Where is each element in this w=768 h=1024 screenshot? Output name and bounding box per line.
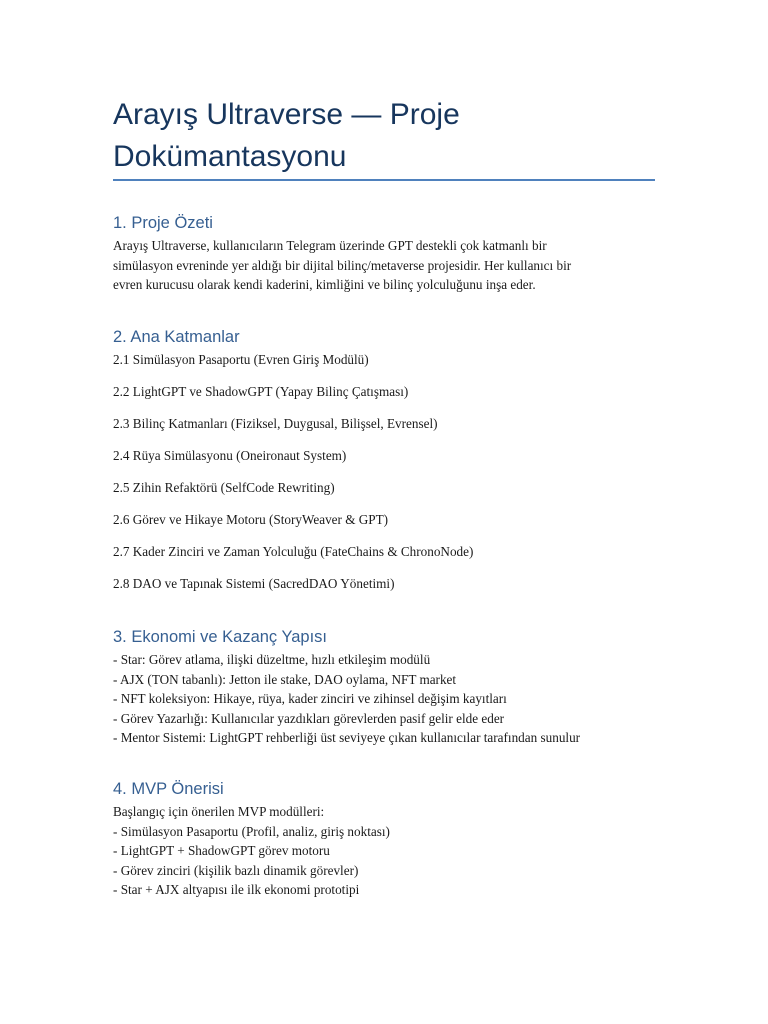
section-heading-ana-katmanlar: 2. Ana Katmanlar — [113, 328, 240, 346]
section-heading-ekonomi: 3. Ekonomi ve Kazanç Yapısı — [113, 628, 328, 646]
document-title: Arayış Ultraverse — Proje Dokümantasyonu — [113, 98, 460, 173]
paragraph-line: Arayış Ultraverse, kullanıcıların Telegram üzerinde GPT destekli çok katmanlı bir — [113, 238, 547, 253]
layer-item: 2.3 Bilinç Katmanları (Fiziksel, Duygusal, Bilişsel, Evrensel) — [113, 416, 438, 431]
list-item: - Star: Görev atlama, ilişki düzeltme, hızlı etkileşim modülü — [113, 652, 431, 667]
proje-ozeti-paragraph — [113, 236, 571, 295]
list-item: - LightGPT + ShadowGPT görev motoru — [113, 843, 330, 858]
layer-item: 2.7 Kader Zinciri ve Zaman Yolculuğu (FateChains & ChronoNode) — [113, 544, 474, 559]
mvp-list — [113, 802, 390, 900]
section-heading-mvp: 4. MVP Önerisi — [113, 780, 224, 798]
list-item: Başlangıç için önerilen MVP modülleri: — [113, 804, 325, 819]
layer-item: 2.1 Simülasyon Pasaportu (Evren Giriş Modülü) — [113, 352, 369, 367]
layer-item: 2.5 Zihin Refaktörü (SelfCode Rewriting) — [113, 480, 335, 495]
list-item: - Görev zinciri (kişilik bazlı dinamik görevler) — [113, 862, 359, 878]
paragraph-line: simülasyon evreninde yer aldığı bir dijital bilinç/metaverse projesidir. Her kullanıcı bir — [113, 257, 572, 273]
layer-item: 2.4 Rüya Simülasyonu (Oneironaut System) — [113, 448, 347, 463]
layer-item: 2.8 DAO ve Tapınak Sistemi (SacredDAO Yönetimi) — [113, 576, 395, 591]
list-item: - NFT koleksiyon: Hikaye, rüya, kader zinciri ve zihinsel değişim kayıtları — [113, 691, 507, 706]
list-item: - Mentor Sistemi: LightGPT rehberliği üst seviyeye çıkan kullanıcılar tarafından sunulur — [113, 730, 581, 745]
section-heading-proje-ozeti: 1. Proje Özeti — [113, 214, 213, 232]
list-item: - Görev Yazarlığı: Kullanıcılar yazdıkları görevlerden pasif gelir elde eder — [113, 710, 505, 726]
layer-item: 2.6 Görev ve Hikaye Motoru (StoryWeaver & GPT) — [113, 512, 389, 527]
title-underline — [113, 179, 655, 181]
ekonomi-list — [113, 650, 580, 748]
layer-item: 2.2 LightGPT ve ShadowGPT (Yapay Bilinç Çatışması) — [113, 384, 409, 399]
list-item: - AJX (TON tabanlı): Jetton ile stake, DAO oylama, NFT market — [113, 671, 457, 687]
list-item: - Simülasyon Pasaportu (Profil, analiz, giriş noktası) — [113, 823, 390, 839]
list-item: - Star + AJX altyapısı ile ilk ekonomi prototipi — [113, 882, 360, 897]
paragraph-line: evren kurucusu olarak kendi kaderini, kimliğini ve bilinç yolculuğunu inşa eder. — [113, 277, 536, 292]
